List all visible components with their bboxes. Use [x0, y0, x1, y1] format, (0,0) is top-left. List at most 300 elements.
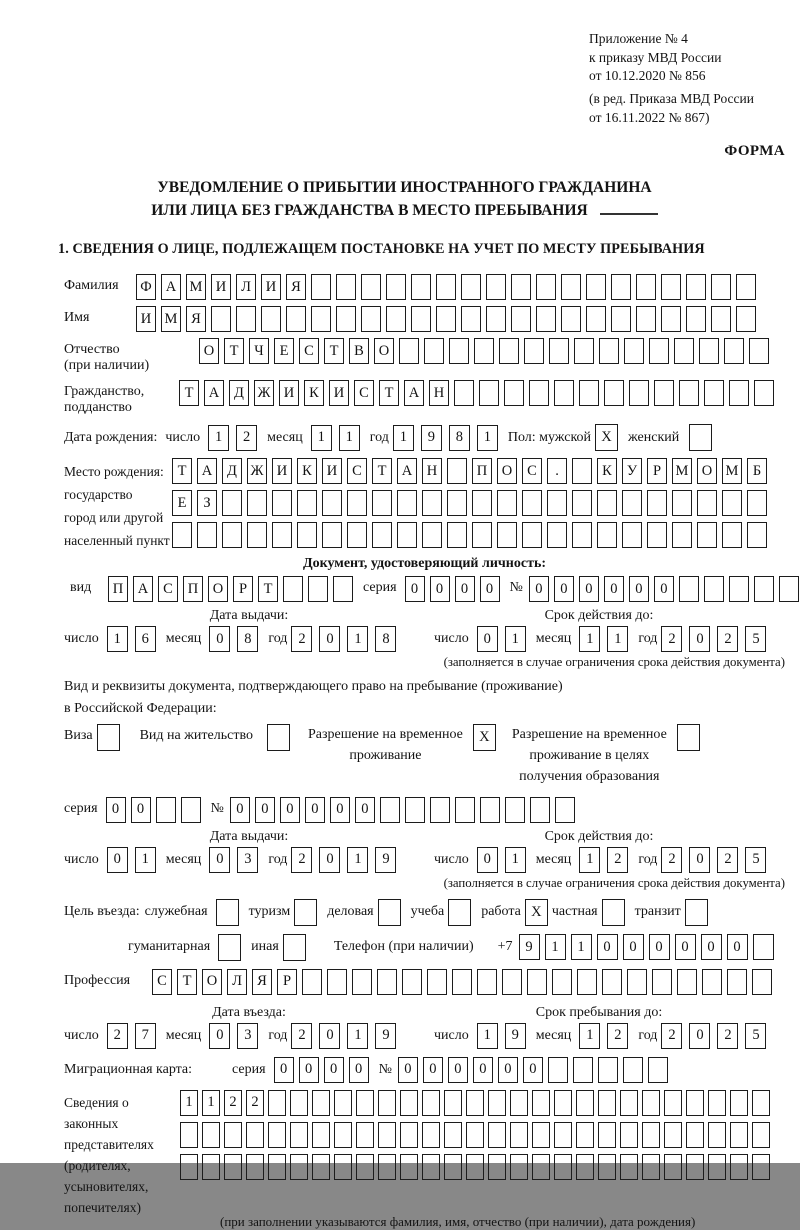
char-cell[interactable] — [711, 306, 731, 332]
permit-series-boxes[interactable] — [106, 797, 201, 823]
char-cell[interactable] — [334, 1090, 352, 1116]
char-cell[interactable] — [554, 1122, 572, 1148]
char-cell[interactable] — [572, 522, 592, 548]
purpose-official-checkbox[interactable] — [216, 899, 239, 926]
char-cell[interactable]: 1 — [347, 626, 368, 652]
char-cell[interactable] — [510, 1090, 528, 1116]
char-cell[interactable] — [576, 1090, 594, 1116]
char-cell[interactable]: 0 — [107, 847, 128, 873]
char-cell[interactable] — [272, 522, 292, 548]
char-cell[interactable]: 0 — [675, 934, 696, 960]
char-cell[interactable] — [552, 969, 572, 995]
representatives-boxes-1[interactable] — [180, 1090, 770, 1116]
char-cell[interactable]: 2 — [607, 847, 628, 873]
char-cell[interactable]: М — [161, 306, 181, 332]
char-cell[interactable] — [620, 1154, 638, 1180]
char-cell[interactable]: 2 — [246, 1090, 264, 1116]
char-cell[interactable] — [661, 274, 681, 300]
char-cell[interactable] — [576, 1154, 594, 1180]
char-cell[interactable]: 0 — [230, 797, 250, 823]
char-cell[interactable] — [472, 522, 492, 548]
char-cell[interactable] — [499, 338, 519, 364]
char-cell[interactable] — [290, 1154, 308, 1180]
char-cell[interactable] — [336, 274, 356, 300]
char-cell[interactable] — [356, 1154, 374, 1180]
char-cell[interactable]: Т — [324, 338, 344, 364]
char-cell[interactable] — [753, 934, 774, 960]
char-cell[interactable] — [664, 1090, 682, 1116]
char-cell[interactable]: И — [322, 458, 342, 484]
birth-place-boxes-3[interactable] — [172, 522, 767, 548]
char-cell[interactable] — [386, 306, 406, 332]
char-cell[interactable]: 0 — [649, 934, 670, 960]
char-cell[interactable] — [156, 797, 176, 823]
char-cell[interactable] — [377, 969, 397, 995]
permit-valid-day-boxes[interactable] — [477, 847, 526, 873]
char-cell[interactable] — [704, 380, 724, 406]
char-cell[interactable] — [679, 576, 699, 602]
char-cell[interactable]: С — [299, 338, 319, 364]
char-cell[interactable]: 9 — [375, 847, 396, 873]
char-cell[interactable]: 1 — [347, 847, 368, 873]
char-cell[interactable]: 0 — [689, 847, 710, 873]
char-cell[interactable] — [672, 490, 692, 516]
char-cell[interactable] — [466, 1154, 484, 1180]
char-cell[interactable] — [322, 490, 342, 516]
char-cell[interactable] — [488, 1122, 506, 1148]
doc-issue-day-boxes[interactable] — [107, 626, 156, 652]
char-cell[interactable]: 0 — [319, 847, 340, 873]
char-cell[interactable] — [327, 969, 347, 995]
char-cell[interactable] — [411, 306, 431, 332]
birth-place-boxes-2[interactable] — [172, 490, 767, 516]
char-cell[interactable]: 0 — [473, 1057, 493, 1083]
char-cell[interactable]: Я — [186, 306, 206, 332]
char-cell[interactable]: С — [354, 380, 374, 406]
char-cell[interactable] — [461, 306, 481, 332]
char-cell[interactable] — [532, 1154, 550, 1180]
char-cell[interactable]: 0 — [106, 797, 126, 823]
char-cell[interactable]: Ж — [254, 380, 274, 406]
char-cell[interactable] — [536, 306, 556, 332]
char-cell[interactable] — [180, 1122, 198, 1148]
char-cell[interactable] — [455, 797, 475, 823]
char-cell[interactable]: 1 — [571, 934, 592, 960]
char-cell[interactable] — [400, 1154, 418, 1180]
char-cell[interactable] — [647, 490, 667, 516]
char-cell[interactable]: 7 — [135, 1023, 156, 1049]
char-cell[interactable] — [400, 1122, 418, 1148]
char-cell[interactable] — [620, 1122, 638, 1148]
char-cell[interactable] — [399, 338, 419, 364]
char-cell[interactable] — [572, 458, 592, 484]
char-cell[interactable]: И — [136, 306, 156, 332]
char-cell[interactable] — [197, 522, 217, 548]
char-cell[interactable] — [576, 1122, 594, 1148]
char-cell[interactable]: А — [161, 274, 181, 300]
char-cell[interactable] — [247, 522, 267, 548]
char-cell[interactable]: И — [211, 274, 231, 300]
char-cell[interactable] — [380, 797, 400, 823]
char-cell[interactable]: 9 — [505, 1023, 526, 1049]
char-cell[interactable]: С — [152, 969, 172, 995]
char-cell[interactable] — [586, 306, 606, 332]
char-cell[interactable] — [779, 576, 799, 602]
char-cell[interactable] — [554, 380, 574, 406]
char-cell[interactable]: 2 — [291, 1023, 312, 1049]
char-cell[interactable] — [302, 969, 322, 995]
char-cell[interactable] — [527, 969, 547, 995]
char-cell[interactable] — [246, 1154, 264, 1180]
char-cell[interactable]: 8 — [375, 626, 396, 652]
char-cell[interactable] — [611, 274, 631, 300]
char-cell[interactable] — [697, 522, 717, 548]
purpose-transit-checkbox[interactable] — [685, 899, 708, 926]
char-cell[interactable] — [261, 306, 281, 332]
stay-day-boxes[interactable] — [477, 1023, 526, 1049]
char-cell[interactable]: Е — [172, 490, 192, 516]
char-cell[interactable] — [697, 490, 717, 516]
char-cell[interactable]: 2 — [291, 626, 312, 652]
char-cell[interactable] — [356, 1122, 374, 1148]
char-cell[interactable] — [449, 338, 469, 364]
char-cell[interactable]: 1 — [393, 425, 414, 451]
female-checkbox[interactable] — [689, 424, 712, 451]
char-cell[interactable] — [511, 306, 531, 332]
char-cell[interactable]: У — [622, 458, 642, 484]
char-cell[interactable] — [236, 306, 256, 332]
char-cell[interactable]: 9 — [421, 425, 442, 451]
char-cell[interactable]: Н — [422, 458, 442, 484]
char-cell[interactable] — [620, 1090, 638, 1116]
char-cell[interactable]: Д — [229, 380, 249, 406]
char-cell[interactable] — [573, 1057, 593, 1083]
char-cell[interactable]: 0 — [623, 934, 644, 960]
char-cell[interactable] — [222, 490, 242, 516]
char-cell[interactable] — [708, 1122, 726, 1148]
char-cell[interactable] — [736, 274, 756, 300]
char-cell[interactable] — [604, 380, 624, 406]
char-cell[interactable]: О — [202, 969, 222, 995]
char-cell[interactable] — [652, 969, 672, 995]
char-cell[interactable]: Т — [379, 380, 399, 406]
char-cell[interactable] — [486, 306, 506, 332]
char-cell[interactable]: П — [108, 576, 128, 602]
char-cell[interactable] — [290, 1122, 308, 1148]
char-cell[interactable] — [598, 1122, 616, 1148]
char-cell[interactable] — [222, 522, 242, 548]
char-cell[interactable]: М — [186, 274, 206, 300]
char-cell[interactable] — [322, 522, 342, 548]
entry-day-boxes[interactable] — [107, 1023, 156, 1049]
char-cell[interactable] — [466, 1090, 484, 1116]
char-cell[interactable] — [747, 490, 767, 516]
migration-series-boxes[interactable] — [274, 1057, 369, 1083]
char-cell[interactable] — [598, 1090, 616, 1116]
char-cell[interactable]: 2 — [717, 847, 738, 873]
char-cell[interactable]: 2 — [661, 847, 682, 873]
char-cell[interactable] — [547, 490, 567, 516]
char-cell[interactable] — [704, 576, 724, 602]
char-cell[interactable] — [397, 490, 417, 516]
char-cell[interactable] — [172, 522, 192, 548]
char-cell[interactable]: Ф — [136, 274, 156, 300]
char-cell[interactable]: П — [183, 576, 203, 602]
citizenship-boxes[interactable] — [179, 380, 774, 406]
char-cell[interactable] — [654, 380, 674, 406]
char-cell[interactable] — [361, 306, 381, 332]
purpose-other-checkbox[interactable] — [283, 934, 306, 961]
char-cell[interactable] — [611, 306, 631, 332]
char-cell[interactable]: Я — [252, 969, 272, 995]
char-cell[interactable] — [586, 274, 606, 300]
char-cell[interactable]: К — [297, 458, 317, 484]
char-cell[interactable] — [474, 338, 494, 364]
char-cell[interactable]: 0 — [319, 1023, 340, 1049]
char-cell[interactable] — [311, 306, 331, 332]
char-cell[interactable]: 2 — [291, 847, 312, 873]
char-cell[interactable] — [497, 490, 517, 516]
purpose-study-checkbox[interactable] — [448, 899, 471, 926]
char-cell[interactable] — [549, 338, 569, 364]
temp-permit-checkbox[interactable]: X — [473, 724, 496, 751]
char-cell[interactable] — [686, 1090, 704, 1116]
char-cell[interactable] — [312, 1090, 330, 1116]
char-cell[interactable] — [454, 380, 474, 406]
surname-boxes[interactable] — [136, 274, 756, 300]
char-cell[interactable] — [211, 306, 231, 332]
permit-valid-month-boxes[interactable] — [579, 847, 628, 873]
char-cell[interactable] — [602, 969, 622, 995]
char-cell[interactable] — [361, 274, 381, 300]
char-cell[interactable] — [372, 522, 392, 548]
char-cell[interactable]: 8 — [449, 425, 470, 451]
char-cell[interactable]: Е — [274, 338, 294, 364]
char-cell[interactable] — [447, 522, 467, 548]
char-cell[interactable] — [461, 274, 481, 300]
char-cell[interactable]: 1 — [347, 1023, 368, 1049]
char-cell[interactable] — [597, 490, 617, 516]
char-cell[interactable]: 1 — [579, 847, 600, 873]
char-cell[interactable] — [597, 522, 617, 548]
char-cell[interactable] — [312, 1154, 330, 1180]
char-cell[interactable]: 5 — [745, 1023, 766, 1049]
char-cell[interactable] — [752, 1154, 770, 1180]
char-cell[interactable]: Л — [227, 969, 247, 995]
char-cell[interactable] — [444, 1122, 462, 1148]
char-cell[interactable] — [405, 797, 425, 823]
char-cell[interactable] — [599, 338, 619, 364]
char-cell[interactable]: 0 — [523, 1057, 543, 1083]
char-cell[interactable] — [311, 274, 331, 300]
char-cell[interactable] — [333, 576, 353, 602]
char-cell[interactable] — [754, 380, 774, 406]
char-cell[interactable] — [402, 969, 422, 995]
char-cell[interactable] — [664, 1122, 682, 1148]
visa-checkbox[interactable] — [97, 724, 120, 751]
char-cell[interactable] — [427, 969, 447, 995]
char-cell[interactable]: 0 — [398, 1057, 418, 1083]
char-cell[interactable] — [397, 522, 417, 548]
char-cell[interactable] — [347, 522, 367, 548]
char-cell[interactable]: 0 — [689, 1023, 710, 1049]
char-cell[interactable] — [661, 306, 681, 332]
char-cell[interactable] — [180, 1154, 198, 1180]
char-cell[interactable] — [554, 1154, 572, 1180]
char-cell[interactable] — [224, 1122, 242, 1148]
char-cell[interactable] — [747, 522, 767, 548]
patronymic-boxes[interactable] — [199, 338, 769, 364]
char-cell[interactable] — [202, 1122, 220, 1148]
char-cell[interactable]: 0 — [689, 626, 710, 652]
char-cell[interactable]: О — [697, 458, 717, 484]
char-cell[interactable] — [627, 969, 647, 995]
char-cell[interactable] — [686, 306, 706, 332]
char-cell[interactable] — [642, 1122, 660, 1148]
char-cell[interactable]: Т — [179, 380, 199, 406]
char-cell[interactable] — [547, 522, 567, 548]
char-cell[interactable]: 3 — [237, 847, 258, 873]
char-cell[interactable] — [447, 490, 467, 516]
char-cell[interactable] — [308, 576, 328, 602]
stay-month-boxes[interactable] — [579, 1023, 628, 1049]
char-cell[interactable] — [647, 522, 667, 548]
birth-month-boxes[interactable] — [311, 425, 360, 451]
char-cell[interactable] — [752, 969, 772, 995]
doc-valid-day-boxes[interactable] — [477, 626, 526, 652]
char-cell[interactable]: 0 — [480, 576, 500, 602]
char-cell[interactable] — [334, 1154, 352, 1180]
char-cell[interactable]: 1 — [607, 626, 628, 652]
char-cell[interactable]: 0 — [324, 1057, 344, 1083]
char-cell[interactable]: 1 — [135, 847, 156, 873]
permit-issue-year-boxes[interactable] — [291, 847, 396, 873]
char-cell[interactable]: 0 — [701, 934, 722, 960]
migration-number-boxes[interactable] — [398, 1057, 668, 1083]
char-cell[interactable]: 2 — [607, 1023, 628, 1049]
char-cell[interactable] — [224, 1154, 242, 1180]
char-cell[interactable]: 0 — [604, 576, 624, 602]
char-cell[interactable]: 1 — [505, 626, 526, 652]
char-cell[interactable] — [699, 338, 719, 364]
char-cell[interactable] — [679, 380, 699, 406]
edu-permit-checkbox[interactable] — [677, 724, 700, 751]
char-cell[interactable]: Н — [429, 380, 449, 406]
char-cell[interactable] — [488, 1154, 506, 1180]
char-cell[interactable] — [561, 306, 581, 332]
char-cell[interactable] — [729, 576, 749, 602]
profession-boxes[interactable] — [152, 969, 772, 995]
char-cell[interactable]: А — [397, 458, 417, 484]
char-cell[interactable] — [677, 969, 697, 995]
doc-valid-month-boxes[interactable] — [579, 626, 628, 652]
char-cell[interactable] — [486, 274, 506, 300]
char-cell[interactable] — [636, 306, 656, 332]
char-cell[interactable]: Л — [236, 274, 256, 300]
char-cell[interactable] — [623, 1057, 643, 1083]
char-cell[interactable] — [577, 969, 597, 995]
male-checkbox[interactable]: X — [595, 424, 618, 451]
char-cell[interactable] — [510, 1122, 528, 1148]
char-cell[interactable] — [522, 490, 542, 516]
char-cell[interactable]: Т — [224, 338, 244, 364]
char-cell[interactable]: Я — [286, 274, 306, 300]
char-cell[interactable]: О — [497, 458, 517, 484]
char-cell[interactable] — [452, 969, 472, 995]
char-cell[interactable]: Р — [277, 969, 297, 995]
char-cell[interactable]: 5 — [745, 626, 766, 652]
purpose-private-checkbox[interactable] — [602, 899, 625, 926]
char-cell[interactable] — [424, 338, 444, 364]
char-cell[interactable] — [730, 1154, 748, 1180]
char-cell[interactable]: 2 — [224, 1090, 242, 1116]
char-cell[interactable]: 2 — [717, 626, 738, 652]
char-cell[interactable]: 1 — [107, 626, 128, 652]
doc-valid-year-boxes[interactable] — [661, 626, 766, 652]
char-cell[interactable] — [290, 1090, 308, 1116]
char-cell[interactable] — [378, 1122, 396, 1148]
char-cell[interactable]: 0 — [477, 626, 498, 652]
char-cell[interactable]: 1 — [202, 1090, 220, 1116]
birth-place-boxes-1[interactable] — [172, 458, 767, 484]
char-cell[interactable] — [502, 969, 522, 995]
char-cell[interactable] — [283, 576, 303, 602]
char-cell[interactable]: 0 — [430, 576, 450, 602]
doc-issue-month-boxes[interactable] — [209, 626, 258, 652]
char-cell[interactable] — [411, 274, 431, 300]
char-cell[interactable]: 0 — [255, 797, 275, 823]
char-cell[interactable]: 2 — [717, 1023, 738, 1049]
char-cell[interactable] — [497, 522, 517, 548]
char-cell[interactable] — [711, 274, 731, 300]
char-cell[interactable]: Д — [222, 458, 242, 484]
char-cell[interactable] — [664, 1154, 682, 1180]
char-cell[interactable]: 0 — [554, 576, 574, 602]
char-cell[interactable] — [422, 1090, 440, 1116]
char-cell[interactable] — [378, 1090, 396, 1116]
char-cell[interactable] — [529, 380, 549, 406]
char-cell[interactable]: 6 — [135, 626, 156, 652]
char-cell[interactable] — [730, 1090, 748, 1116]
char-cell[interactable] — [436, 306, 456, 332]
char-cell[interactable] — [522, 522, 542, 548]
char-cell[interactable] — [477, 969, 497, 995]
permit-number-boxes[interactable] — [230, 797, 575, 823]
char-cell[interactable] — [356, 1090, 374, 1116]
char-cell[interactable]: И — [261, 274, 281, 300]
char-cell[interactable] — [648, 1057, 668, 1083]
char-cell[interactable] — [672, 522, 692, 548]
char-cell[interactable] — [727, 969, 747, 995]
char-cell[interactable]: 0 — [131, 797, 151, 823]
char-cell[interactable]: 1 — [477, 1023, 498, 1049]
birth-day-boxes[interactable] — [208, 425, 257, 451]
char-cell[interactable]: 0 — [405, 576, 425, 602]
char-cell[interactable] — [479, 380, 499, 406]
char-cell[interactable]: 0 — [274, 1057, 294, 1083]
char-cell[interactable] — [336, 306, 356, 332]
char-cell[interactable] — [511, 274, 531, 300]
char-cell[interactable] — [347, 490, 367, 516]
char-cell[interactable]: 0 — [498, 1057, 518, 1083]
char-cell[interactable]: 1 — [505, 847, 526, 873]
char-cell[interactable]: 1 — [208, 425, 229, 451]
char-cell[interactable] — [505, 797, 525, 823]
char-cell[interactable]: 0 — [349, 1057, 369, 1083]
char-cell[interactable]: К — [597, 458, 617, 484]
char-cell[interactable]: О — [208, 576, 228, 602]
char-cell[interactable] — [422, 1122, 440, 1148]
